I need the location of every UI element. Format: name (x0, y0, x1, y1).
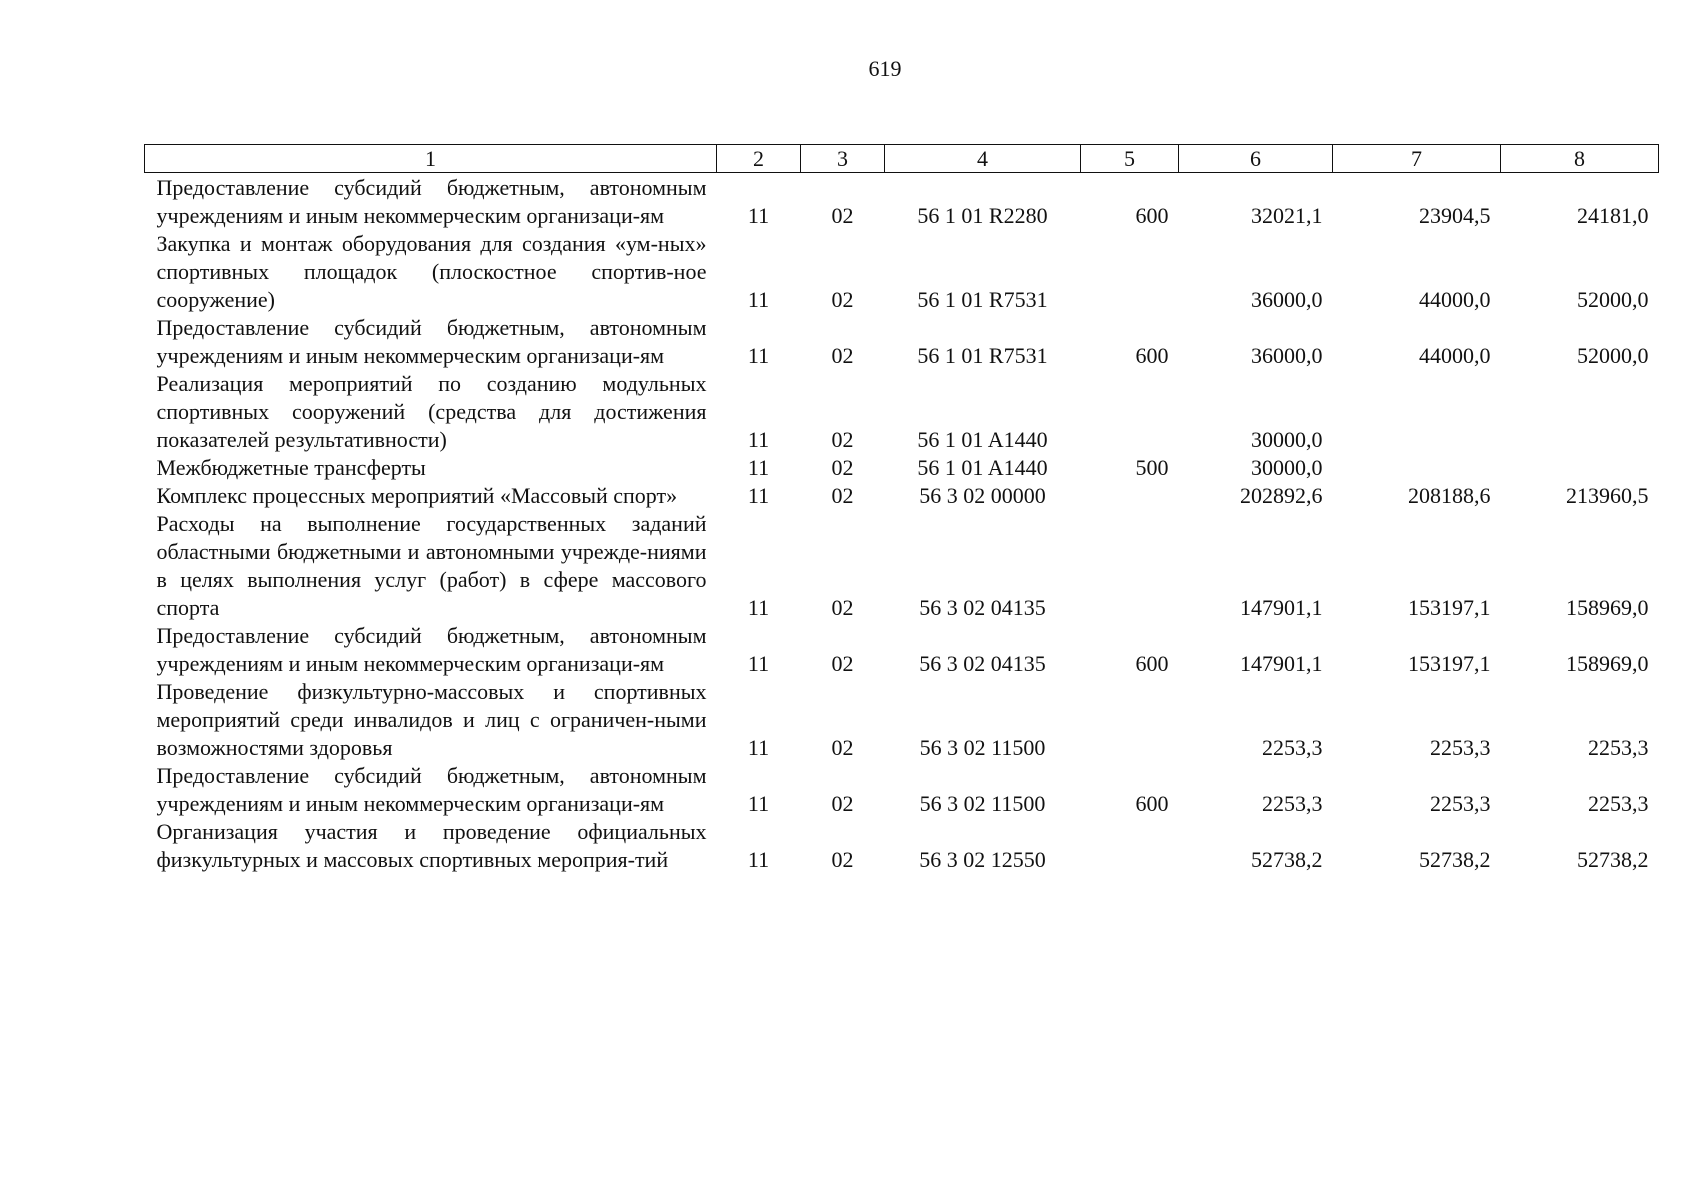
amount-column-7: 153197,1 (1408, 651, 1491, 676)
amount-column-7: 52738,2 (1419, 847, 1491, 872)
amount-column-6: 52738,2 (1251, 847, 1323, 872)
amount-column-6: 147901,1 (1240, 595, 1323, 620)
expense-type-code: 500 (1135, 455, 1169, 480)
subsection-code: 02 (831, 735, 854, 760)
amount-column-8 (1501, 370, 1659, 454)
table-row (145, 454, 1659, 482)
section-code: 11 (747, 203, 770, 228)
amount-column-7: 2253,3 (1430, 735, 1491, 760)
amount-column-7 (1333, 370, 1501, 454)
table-row (145, 678, 1659, 762)
expense-type-code (1081, 818, 1179, 874)
row-description: Предоставление субсидий бюджетным, автономным учреждениям и иным некоммерческим организаци-ям (156, 623, 707, 676)
section-code: 11 (747, 735, 770, 760)
amount-column-7: 44000,0 (1419, 287, 1491, 312)
amount-column-7: 153197,1 (1408, 595, 1491, 620)
section-code: 11 (747, 427, 770, 452)
subsection-code: 02 (831, 847, 854, 872)
amount-column-6: 2253,3 (1262, 735, 1323, 760)
table-row (145, 370, 1659, 454)
section-code: 11 (747, 287, 770, 312)
expense-type-code (1081, 370, 1179, 454)
table-row (145, 510, 1659, 622)
amount-column-8: 213960,5 (1566, 483, 1649, 508)
expense-type-code (1081, 678, 1179, 762)
table-row (145, 762, 1659, 818)
row-description: Организация участия и проведение официальных физкультурных и массовых спортивных мероприя-тий (156, 819, 707, 872)
column-header-5: 5 (1081, 145, 1179, 173)
section-code: 11 (747, 343, 770, 368)
target-article-code: 56 3 02 11500 (919, 791, 1046, 816)
amount-column-8: 2253,3 (1588, 791, 1649, 816)
target-article-code: 56 3 02 00000 (919, 483, 1046, 508)
amount-column-6: 30000,0 (1251, 427, 1323, 452)
amount-column-8: 52000,0 (1577, 287, 1649, 312)
amount-column-7: 2253,3 (1430, 791, 1491, 816)
amount-column-8 (1501, 454, 1659, 482)
target-article-code: 56 1 01 A1440 (917, 455, 1048, 480)
column-header-6: 6 (1179, 145, 1333, 173)
amount-column-6: 32021,1 (1251, 203, 1323, 228)
section-code: 11 (747, 847, 770, 872)
row-description: Комплекс процессных мероприятий «Массовый спорт» (156, 483, 678, 508)
amount-column-6: 202892,6 (1240, 483, 1323, 508)
target-article-code: 56 3 02 11500 (919, 735, 1046, 760)
amount-column-8: 158969,0 (1566, 595, 1649, 620)
amount-column-7: 44000,0 (1419, 343, 1491, 368)
subsection-code: 02 (831, 791, 854, 816)
row-description: Предоставление субсидий бюджетным, автономным учреждениям и иным некоммерческим организаци-ям (156, 175, 707, 228)
row-description: Межбюджетные трансферты (156, 455, 426, 480)
target-article-code: 56 1 01 A1440 (917, 427, 1048, 452)
expense-type-code (1081, 230, 1179, 314)
table-row (145, 622, 1659, 678)
amount-column-6: 36000,0 (1251, 343, 1323, 368)
expense-type-code: 600 (1135, 651, 1169, 676)
amount-column-8: 158969,0 (1566, 651, 1649, 676)
subsection-code: 02 (831, 483, 854, 508)
amount-column-7 (1333, 454, 1501, 482)
amount-column-6: 36000,0 (1251, 287, 1323, 312)
amount-column-6: 30000,0 (1251, 455, 1323, 480)
row-description: Предоставление субсидий бюджетным, автономным учреждениям и иным некоммерческим организаци-ям (156, 763, 707, 816)
target-article-code: 56 1 01 R7531 (917, 343, 1048, 368)
section-code: 11 (747, 483, 770, 508)
subsection-code: 02 (831, 427, 854, 452)
table-row (145, 314, 1659, 370)
column-header-2: 2 (717, 145, 801, 173)
amount-column-8: 52738,2 (1577, 847, 1649, 872)
amount-column-8: 2253,3 (1588, 735, 1649, 760)
amount-column-6: 147901,1 (1240, 651, 1323, 676)
amount-column-8: 24181,0 (1577, 203, 1649, 228)
row-description: Расходы на выполнение государственных заданий областными бюджетными и автономными учрежде-ниями в целях выполнения услуг (работ) в сфере массового спорта (156, 511, 707, 620)
expense-type-code (1081, 482, 1179, 510)
row-description: Предоставление субсидий бюджетным, автономным учреждениям и иным некоммерческим организаци-ям (156, 315, 707, 368)
target-article-code: 56 3 02 04135 (919, 651, 1046, 676)
row-description: Реализация мероприятий по созданию модульных спортивных сооружений (средства для достижения показателей результативности) (156, 371, 707, 452)
amount-column-8: 52000,0 (1577, 343, 1649, 368)
expense-type-code: 600 (1135, 203, 1169, 228)
row-description: Закупка и монтаж оборудования для создания «ум-ных» спортивных площадок (плоскостное спортив-ное сооружение) (156, 231, 707, 312)
budget-table (144, 144, 1659, 874)
section-code: 11 (747, 651, 770, 676)
amount-column-6: 2253,3 (1262, 791, 1323, 816)
table-row (145, 482, 1659, 510)
column-header-7: 7 (1333, 145, 1501, 173)
table-row (145, 230, 1659, 314)
section-code: 11 (747, 595, 770, 620)
subsection-code: 02 (831, 343, 854, 368)
column-header-1: 1 (145, 145, 717, 173)
subsection-code: 02 (831, 203, 854, 228)
section-code: 11 (747, 791, 770, 816)
column-header-4: 4 (885, 145, 1081, 173)
section-code: 11 (747, 455, 770, 480)
target-article-code: 56 3 02 04135 (919, 595, 1046, 620)
subsection-code: 02 (831, 651, 854, 676)
expense-type-code (1081, 510, 1179, 622)
expense-type-code: 600 (1135, 791, 1169, 816)
subsection-code: 02 (831, 287, 854, 312)
column-header-3: 3 (801, 145, 885, 173)
subsection-code: 02 (831, 455, 854, 480)
target-article-code: 56 1 01 R2280 (917, 203, 1048, 228)
amount-column-7: 23904,5 (1419, 203, 1491, 228)
table-row (145, 818, 1659, 874)
target-article-code: 56 1 01 R7531 (917, 287, 1048, 312)
page-number: 619 (868, 56, 902, 81)
subsection-code: 02 (831, 595, 854, 620)
target-article-code: 56 3 02 12550 (919, 847, 1046, 872)
row-description: Проведение физкультурно-массовых и спортивных мероприятий среди инвалидов и лиц с ограничен-ными возможностями здоровья (156, 679, 707, 760)
table-row (145, 173, 1659, 231)
column-number-header (145, 145, 1659, 173)
column-header-8: 8 (1501, 145, 1659, 173)
amount-column-7: 208188,6 (1408, 483, 1491, 508)
expense-type-code: 600 (1135, 343, 1169, 368)
